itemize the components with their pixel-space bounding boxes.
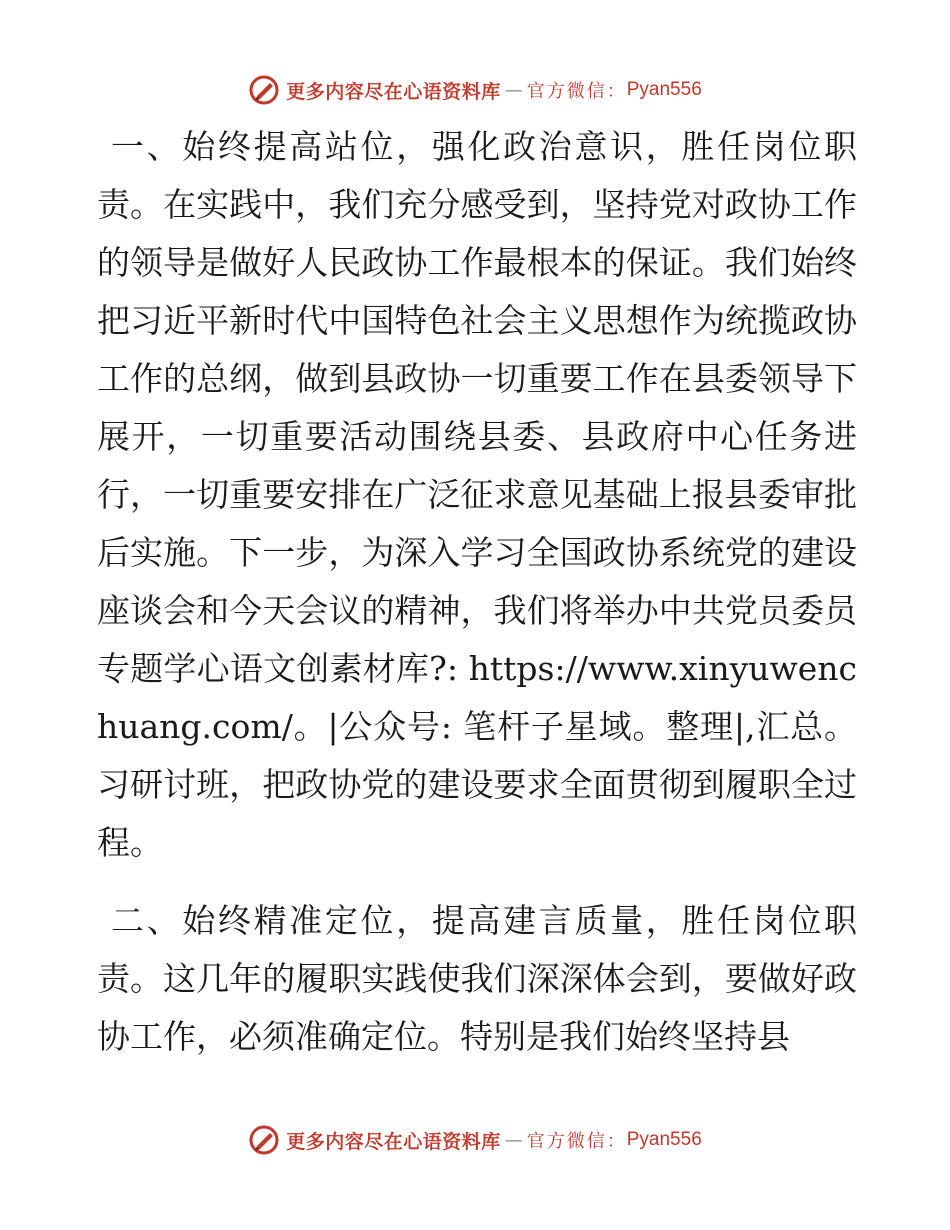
pen-logo-icon xyxy=(248,74,280,106)
document-body xyxy=(97,118,857,1066)
paragraph-2: 二、始终精准定位，提高建言质量，胜任岗位职责。这几年的履职实践使我们深深体会到，要做好政协工作，必须准确定位。特别是我们始终坚持县 xyxy=(97,901,857,1056)
header-wechat-id: Pyan556 xyxy=(626,79,702,100)
paragraph-1: 一、始终提高站位，强化政治意识，胜任岗位职责。在实践中，我们充分感受到，坚持党对政协工作的领导是做好人民政协工作最根本的保证。我们始终把习近平新时代中国特色社会主义思想作为统揽政协工作的总纲，做到县政协一切重要工作在县委领导下展开，一切重要活动围绕县委、县政府中心任务进行，一切重要安排在广泛征求意见基础上报县委审批后实施。下一步，为深入学习全国政协系统党的建设座谈会和今天会议的精神，我们将举办中共党员委员专题学心语文创素材库?: https://www.xinyuwenchuang.com/。|公众号: 笔杆子星域。整理|,汇总。习研讨班，把政协党的建设要求全面贯彻到履职全过程。 xyxy=(97,127,857,862)
pen-logo-icon xyxy=(248,1124,280,1156)
header-banner xyxy=(0,70,950,110)
header-brand: 更多内容尽在心语资料库 xyxy=(286,80,501,103)
footer-wechat-id: Pyan556 xyxy=(626,1129,702,1150)
footer-wechat-label: 官方微信： xyxy=(526,1131,627,1152)
header-dash: — xyxy=(504,79,523,101)
header-wechat-label: 官方微信： xyxy=(526,81,627,102)
footer-banner xyxy=(0,1120,950,1160)
footer-brand: 更多内容尽在心语资料库 xyxy=(286,1130,501,1153)
footer-dash: — xyxy=(504,1129,523,1151)
